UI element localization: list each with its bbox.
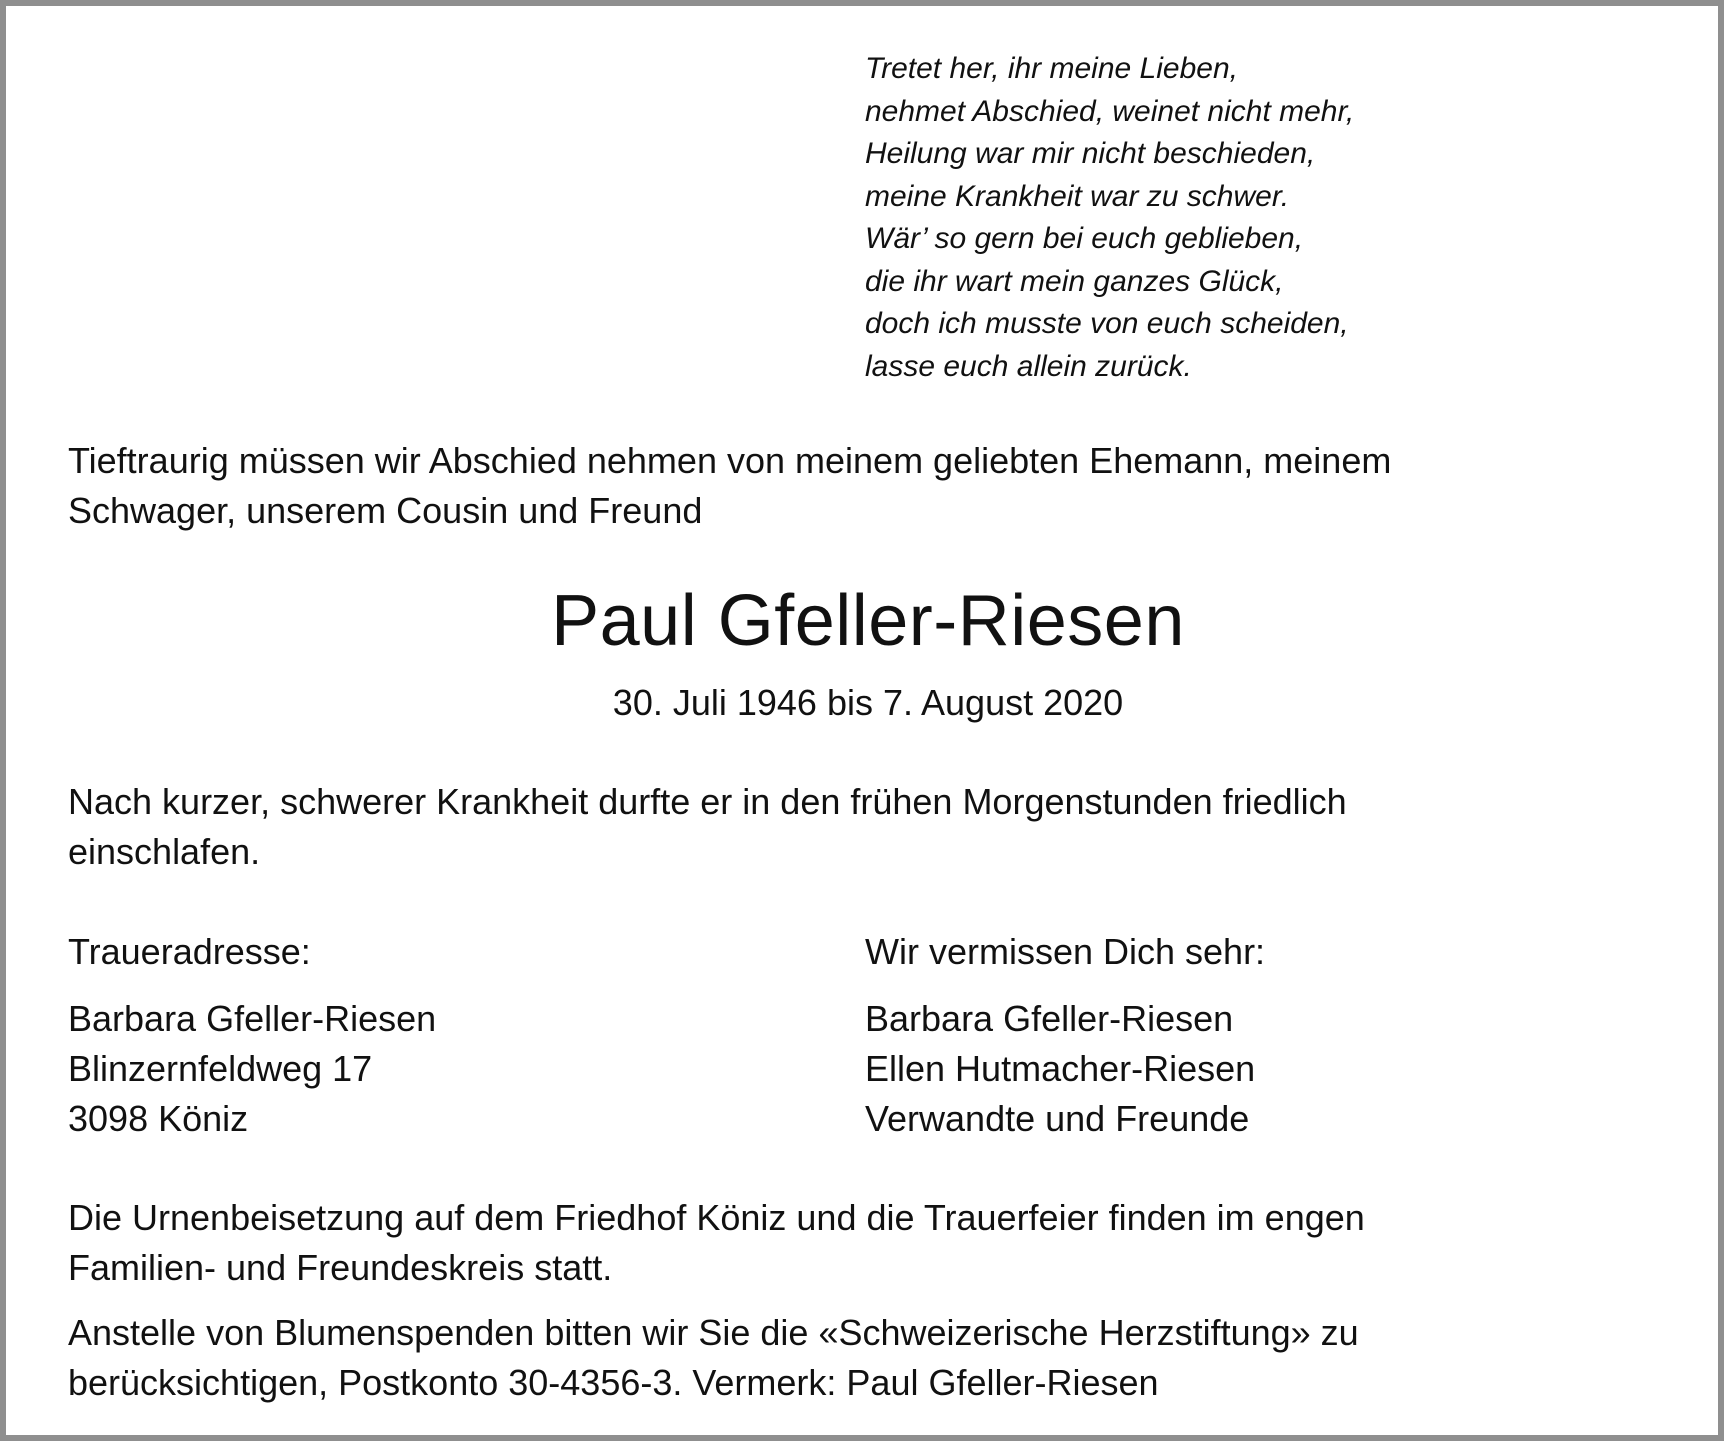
mourner-name: Ellen Hutmacher-Riesen xyxy=(865,1048,1256,1089)
poem-line: meine Krankheit war zu schwer. xyxy=(865,179,1290,213)
mourners-list xyxy=(865,927,1625,1144)
life-dates: 30. Juli 1946 bis 7. August 2020 xyxy=(612,682,1124,723)
passing-line-1: Nach kurzer, schwerer Krankheit durfte er in den frühen Morgenstunden friedlich xyxy=(68,781,1347,822)
mourner-name: Verwandte und Freunde xyxy=(865,1098,1250,1139)
funeral-line-1: Die Urnenbeisetzung auf dem Friedhof Köniz und die Trauerfeier finden im engen xyxy=(68,1197,1365,1238)
poem-line: Heilung war mir nicht beschieden, xyxy=(865,137,1316,170)
address-line: 3098 Köniz xyxy=(68,1098,249,1139)
mourner-name: Barbara Gfeller-Riesen xyxy=(865,998,1234,1039)
deceased-name: Paul Gfeller-Riesen xyxy=(551,581,1185,661)
address-line: Barbara Gfeller-Riesen xyxy=(68,998,437,1039)
passing-paragraph xyxy=(68,777,1668,877)
donation-line-1: Anstelle von Blumenspenden bitten wir Sie die «Schweizerische Herzstiftung» zu xyxy=(68,1312,1359,1353)
poem-line: Tretet her, ihr meine Lieben, xyxy=(865,52,1238,85)
mourning-address xyxy=(68,927,828,1144)
intro-line-1: Tieftraurig müssen wir Abschied nehmen von meinem geliebten Ehemann, meinem xyxy=(68,440,1392,481)
poem-line: doch ich musste von euch scheiden, xyxy=(865,307,1349,340)
poem-line: die ihr wart mein ganzes Glück, xyxy=(865,264,1284,298)
poem xyxy=(865,48,1665,388)
mourners-heading: Wir vermissen Dich sehr: xyxy=(865,931,1266,972)
donation-line-2: berücksichtigen, Postkonto 30-4356-3. Vermerk: Paul Gfeller-Riesen xyxy=(68,1362,1159,1403)
funeral-paragraph xyxy=(68,1193,1668,1293)
funeral-line-2: Familien- und Freundeskreis statt. xyxy=(68,1247,613,1288)
intro-paragraph xyxy=(68,436,1668,536)
poem-line: nehmet Abschied, weinet nicht mehr, xyxy=(865,94,1355,128)
donation-paragraph xyxy=(68,1308,1668,1408)
passing-line-2: einschlafen. xyxy=(68,831,261,872)
address-heading: Traueradresse: xyxy=(68,931,311,972)
address-line: Blinzernfeldweg 17 xyxy=(68,1048,373,1089)
poem-line: lasse euch allein zurück. xyxy=(865,349,1192,383)
intro-line-2: Schwager, unserem Cousin und Freund xyxy=(68,490,703,531)
poem-line: Wär’ so gern bei euch geblieben, xyxy=(865,222,1304,255)
